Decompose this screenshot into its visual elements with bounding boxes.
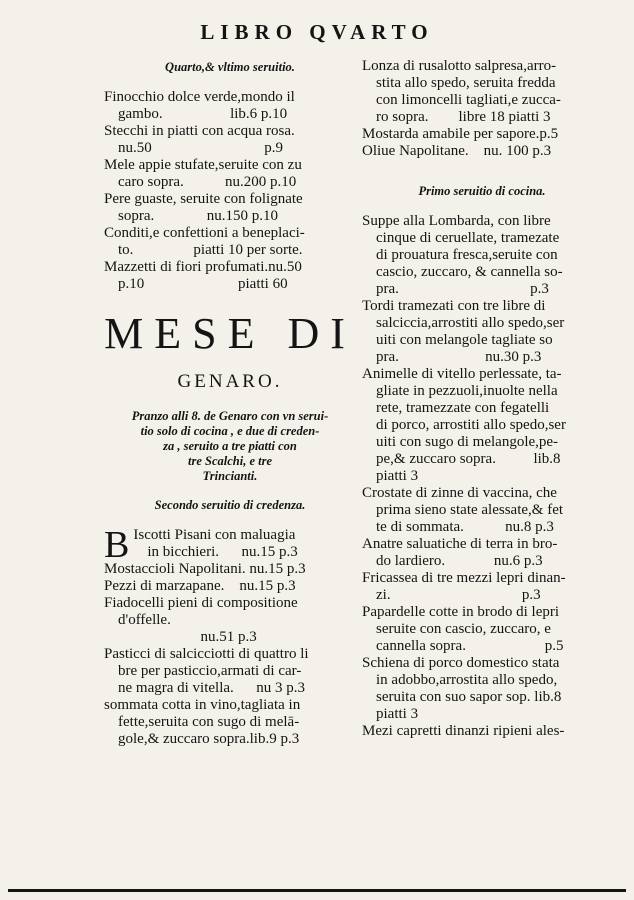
menu-entry-line: gliate in pezzuoli,inuolte nella (376, 383, 558, 399)
menu-entry-line: nu.51 p.3 (118, 629, 257, 645)
event-line: tre Scalchi, e tre (187, 454, 272, 468)
menu-entry-line: Schiena di porco domestico stata (362, 655, 560, 671)
running-head: LIBRO QVARTO (200, 20, 434, 44)
menu-entry-line: Pezzi di marzapane. nu.15 p.3 (104, 578, 296, 594)
menu-entry-line: Anatre saluatiche di terra in bro- (362, 536, 558, 552)
section-heading-first-kitchen-service: Primo seruitio di cocina. (418, 184, 546, 198)
event-description (104, 409, 356, 484)
menu-entry-line: rete, tramezzate con fegatelli (376, 400, 550, 416)
right-column (362, 58, 602, 740)
menu-entry-line: Fricassea di tre mezzi lepri dinan- (362, 570, 566, 586)
menu-entry (104, 123, 356, 157)
menu-entry-line: seruita con suo sapor sop. lib.8 (376, 689, 562, 705)
menu-entry-line: ro sopra. libre 18 piatti 3 (376, 109, 551, 125)
menu-entry (362, 366, 602, 485)
menu-entry-line: Pere guaste, seruite con folignate (104, 191, 303, 207)
menu-entry-line: Finocchio dolce verde,mondo il (104, 89, 295, 105)
menu-entry-line: sommata cotta in vino,tagliata in (104, 697, 301, 713)
menu-entry-line: cinque di ceruellate, tramezate (376, 230, 560, 246)
menu-entry-line: Iscotti Pisani con maluagia (133, 527, 296, 543)
menu-entry-line: pra. nu.30 p.3 (376, 349, 542, 365)
event-line: tio solo di cocina , e due di creden- (140, 424, 320, 438)
page-edge-line (8, 889, 626, 892)
menu-entry (362, 570, 602, 604)
menu-entry (104, 524, 356, 566)
menu-entry (362, 143, 602, 160)
menu-entry (362, 126, 602, 143)
menu-entry (362, 298, 602, 366)
menu-entry-line: Mostarda amabile per sapore.p.5 (362, 126, 559, 142)
menu-entry-line: zi. p.3 (376, 587, 541, 603)
menu-entry-line: stita allo spedo, seruita fredda (376, 75, 556, 91)
menu-list-fourth-service (104, 89, 356, 293)
menu-entry-line: in bicchieri. nu.15 p.3 (147, 544, 298, 560)
menu-entry (362, 213, 602, 298)
menu-entry (104, 259, 356, 293)
menu-entry (362, 485, 602, 536)
menu-entry-line: uiti con sugo di melangole,pe- (376, 434, 559, 450)
left-column (104, 58, 356, 748)
menu-entry (104, 191, 356, 225)
menu-entry-line: Oliue Napolitane. nu. 100 p.3 (362, 143, 552, 159)
menu-entry-line: pra. p.3 (376, 281, 549, 297)
drop-cap: B (104, 524, 130, 566)
menu-entry-line: con limoncelli tagliati,e zucca- (376, 92, 561, 108)
menu-entry-line: salciccia,arrostiti allo spedo,ser (376, 315, 565, 331)
menu-entry-line: Crostate di zinne di vaccina, che (362, 485, 557, 501)
menu-entry-line: uiti con melangole tagliate so (376, 332, 553, 348)
menu-entry (362, 604, 602, 655)
menu-entry-line: gole,& zuccaro sopra.lib.9 p.3 (118, 731, 300, 747)
menu-entry-line: sopra. nu.150 p.10 (118, 208, 278, 224)
menu-entry (104, 225, 356, 259)
section-heading-fourth-service: Quarto,& vltimo seruitio. (165, 60, 295, 74)
menu-entry-line: ne magra di vitella. nu 3 p.3 (118, 680, 306, 696)
menu-entry-line: Stecchi in piatti con acqua rosa. (104, 123, 295, 139)
menu-entry-line: p.10 piatti 60 (118, 276, 288, 292)
menu-entry (104, 561, 356, 578)
menu-entry-line: fette,seruita con sugo di melā- (118, 714, 300, 730)
menu-entry-line: Papardelle cotte in brodo di lepri (362, 604, 560, 620)
menu-entry (362, 536, 602, 570)
page-title: MESE DI (104, 309, 356, 358)
menu-entry-line: in adobbo,arrostita allo spedo, (376, 672, 558, 688)
menu-entry-line: cascio, zuccaro, & cannella so- (376, 264, 563, 280)
menu-entry (362, 58, 602, 126)
menu-entry-line: bre per pasticcio,armati di car- (118, 663, 302, 679)
menu-entry (362, 723, 602, 740)
menu-entry (362, 655, 602, 723)
month-heading: GENARO. (177, 371, 283, 392)
menu-entry-line: Conditi,e confettioni a beneplaci- (104, 225, 305, 241)
menu-entry (104, 578, 356, 595)
menu-entry-line: Fiadocelli pieni di compositione (104, 595, 298, 611)
menu-entry (104, 595, 356, 646)
event-line: za , seruito a tre piatti con (163, 439, 297, 453)
menu-entry-line: piatti 3 (376, 706, 419, 722)
menu-entry-line: to. piatti 10 per sorte. (118, 242, 303, 258)
menu-list-second-service (104, 524, 356, 748)
menu-entry-line: gambo. lib.6 p.10 (118, 106, 288, 122)
spacer (362, 160, 602, 182)
section-heading-second-service: Secondo seruitio di credenza. (154, 498, 306, 512)
menu-entry (104, 646, 356, 697)
menu-entry-line: Mezi capretti dinanzi ripieni ales- (362, 723, 565, 739)
menu-entry-line: do lardiero. nu.6 p.3 (376, 553, 543, 569)
menu-entry-line: caro sopra. nu.200 p.10 (118, 174, 297, 190)
menu-entry-line: Mele appie stufate,seruite con zu (104, 157, 302, 173)
menu-entry-line: Animelle di vitello perlessate, ta- (362, 366, 562, 382)
menu-entry (104, 157, 356, 191)
menu-entry-line: nu.50 p.9 (118, 140, 283, 156)
menu-entry-line: pe,& zuccaro sopra. lib.8 (376, 451, 561, 467)
menu-entry-line: di prouatura fresca,seruite con (376, 247, 558, 263)
menu-list-first-kitchen-service (362, 213, 602, 740)
menu-entry-line: prima sieno state alessate,& fet (376, 502, 564, 518)
menu-entry-line: Mostaccioli Napolitani. nu.15 p.3 (104, 561, 306, 577)
menu-entry (104, 89, 356, 123)
menu-entry-line: Lonza di rusalotto salpresa,arro- (362, 58, 557, 74)
menu-list-continued (362, 58, 602, 160)
event-line: Pranzo alli 8. de Genaro con vn serui- (131, 409, 329, 423)
menu-entry (104, 697, 356, 748)
menu-entry-line: seruite con cascio, zuccaro, e (376, 621, 551, 637)
menu-entry-line: Mazzetti di fiori profumati.nu.50 (104, 259, 302, 275)
menu-entry-line: d'offelle. (118, 612, 171, 628)
menu-entry-line: di porco, arrostiti allo spedo,ser (376, 417, 566, 433)
menu-entry-line: Tordi tramezati con tre libre di (362, 298, 546, 314)
menu-entry-line: Pasticci di salcicciotti di quattro li (104, 646, 309, 662)
menu-entry-line: te di sommata. nu.8 p.3 (376, 519, 554, 535)
menu-entry-line: Suppe alla Lombarda, con libre (362, 213, 551, 229)
event-line: Trincianti. (202, 469, 258, 483)
menu-entry-line: cannella sopra. p.5 (376, 638, 564, 654)
menu-entry-line: piatti 3 (376, 468, 419, 484)
